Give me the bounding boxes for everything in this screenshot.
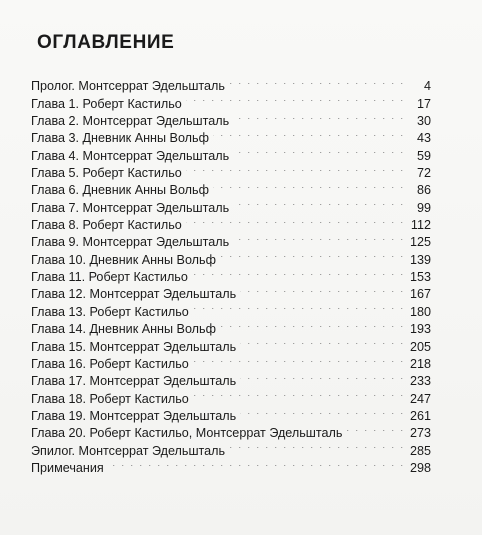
toc-entry-page-number: 233 — [409, 374, 431, 389]
toc-entry-page-number: 153 — [409, 270, 431, 285]
toc-entry-title: Примечания — [31, 460, 104, 475]
dot-leader — [213, 177, 405, 194]
page-title: ОГЛАВЛЕНИЕ — [37, 32, 175, 53]
toc-entry-title: Глава 11. Роберт Кастильо — [31, 270, 188, 285]
toc-entry-page-number: 30 — [416, 114, 431, 129]
toc-entry-page-number: 43 — [416, 131, 431, 146]
toc-entry-page-number: 125 — [409, 235, 431, 250]
dot-leader — [240, 368, 405, 385]
dot-leader — [220, 316, 405, 333]
dot-leader — [233, 229, 405, 246]
dot-leader — [233, 108, 405, 125]
toc-entry-title: Глава 20. Роберт Кастильо, Монтсеррат Эдельшталь — [31, 426, 343, 441]
dot-leader — [186, 90, 405, 107]
dot-leader — [240, 281, 405, 298]
toc-entry-title: Глава 16. Роберт Кастильо — [31, 356, 189, 371]
toc-entry-title: Глава 10. Дневник Анны Вольф — [31, 252, 216, 267]
toc-entry-title: Глава 13. Роберт Кастильо — [31, 304, 189, 319]
toc-entry-title: Глава 6. Дневник Анны Вольф — [31, 183, 209, 198]
toc-entry-page-number: 112 — [410, 218, 431, 233]
toc-entry-title: Глава 19. Монтсеррат Эдельшталь — [31, 408, 237, 423]
toc-entry-title: Глава 7. Монтсеррат Эдельшталь — [31, 200, 230, 215]
toc-entry-title: Глава 3. Дневник Анны Вольф — [31, 131, 209, 146]
toc-entry-title: Глава 2. Монтсеррат Эдельшталь — [31, 114, 230, 129]
toc-entry-page-number: 285 — [409, 443, 431, 458]
toc-entry-page-number: 218 — [409, 356, 431, 371]
toc-entry-page-number: 273 — [409, 426, 431, 441]
toc-entry-page-number: 99 — [416, 200, 431, 215]
dot-leader — [233, 142, 405, 159]
toc-entry-title: Глава 1. Роберт Кастильо — [31, 96, 182, 111]
toc-entry-title: Глава 5. Роберт Кастильо — [31, 166, 182, 181]
toc-entry-page-number: 247 — [409, 391, 431, 406]
toc-entry-title: Глава 18. Роберт Кастильо — [31, 391, 189, 406]
table-of-contents — [31, 73, 431, 475]
toc-entry-page-number: 72 — [416, 166, 431, 181]
toc-entry-title: Глава 17. Монтсеррат Эдельшталь — [31, 374, 237, 389]
toc-entry-page-number: 205 — [409, 339, 431, 354]
toc-entry-page-number: 17 — [416, 96, 431, 111]
toc-entry-page-number: 4 — [423, 79, 431, 94]
dot-leader — [346, 420, 405, 437]
dot-leader — [213, 125, 405, 142]
toc-entry-title: Глава 12. Монтсеррат Эдельшталь — [31, 287, 237, 302]
toc-entry-title: Глава 9. Монтсеррат Эдельшталь — [31, 235, 230, 250]
toc-entry-page-number: 261 — [409, 408, 431, 423]
toc-entry-page-number: 86 — [416, 183, 431, 198]
dot-leader — [186, 160, 405, 177]
dot-leader — [192, 264, 405, 281]
toc-entry-title: Глава 4. Монтсеррат Эдельшталь — [31, 148, 230, 163]
dot-leader — [193, 351, 405, 368]
dot-leader — [186, 212, 405, 229]
dot-leader — [229, 437, 405, 454]
toc-entry-title: Глава 14. Дневник Анны Вольф — [31, 322, 216, 337]
dot-leader — [229, 73, 405, 90]
toc-entry-title: Эпилог. Монтсеррат Эдельшталь — [31, 443, 226, 458]
dot-leader — [108, 455, 405, 472]
toc-entry-title: Глава 15. Монтсеррат Эдельшталь — [31, 339, 237, 354]
toc-entry — [31, 73, 431, 94]
toc-entry-page-number: 167 — [409, 287, 431, 302]
toc-entry-page-number: 298 — [409, 460, 431, 475]
toc-entry-title: Пролог. Монтсеррат Эдельшталь — [31, 79, 225, 94]
toc-entry-page-number: 180 — [409, 304, 431, 319]
dot-leader — [220, 246, 405, 263]
toc-entry-title: Глава 8. Роберт Кастильо — [31, 218, 182, 233]
toc-entry-page-number: 139 — [409, 252, 431, 267]
dot-leader — [233, 194, 405, 211]
dot-leader — [240, 333, 405, 350]
dot-leader — [193, 298, 405, 315]
dot-leader — [240, 403, 405, 420]
toc-entry-page-number: 193 — [409, 322, 431, 337]
toc-entry-page-number: 59 — [416, 148, 431, 163]
dot-leader — [193, 385, 405, 402]
